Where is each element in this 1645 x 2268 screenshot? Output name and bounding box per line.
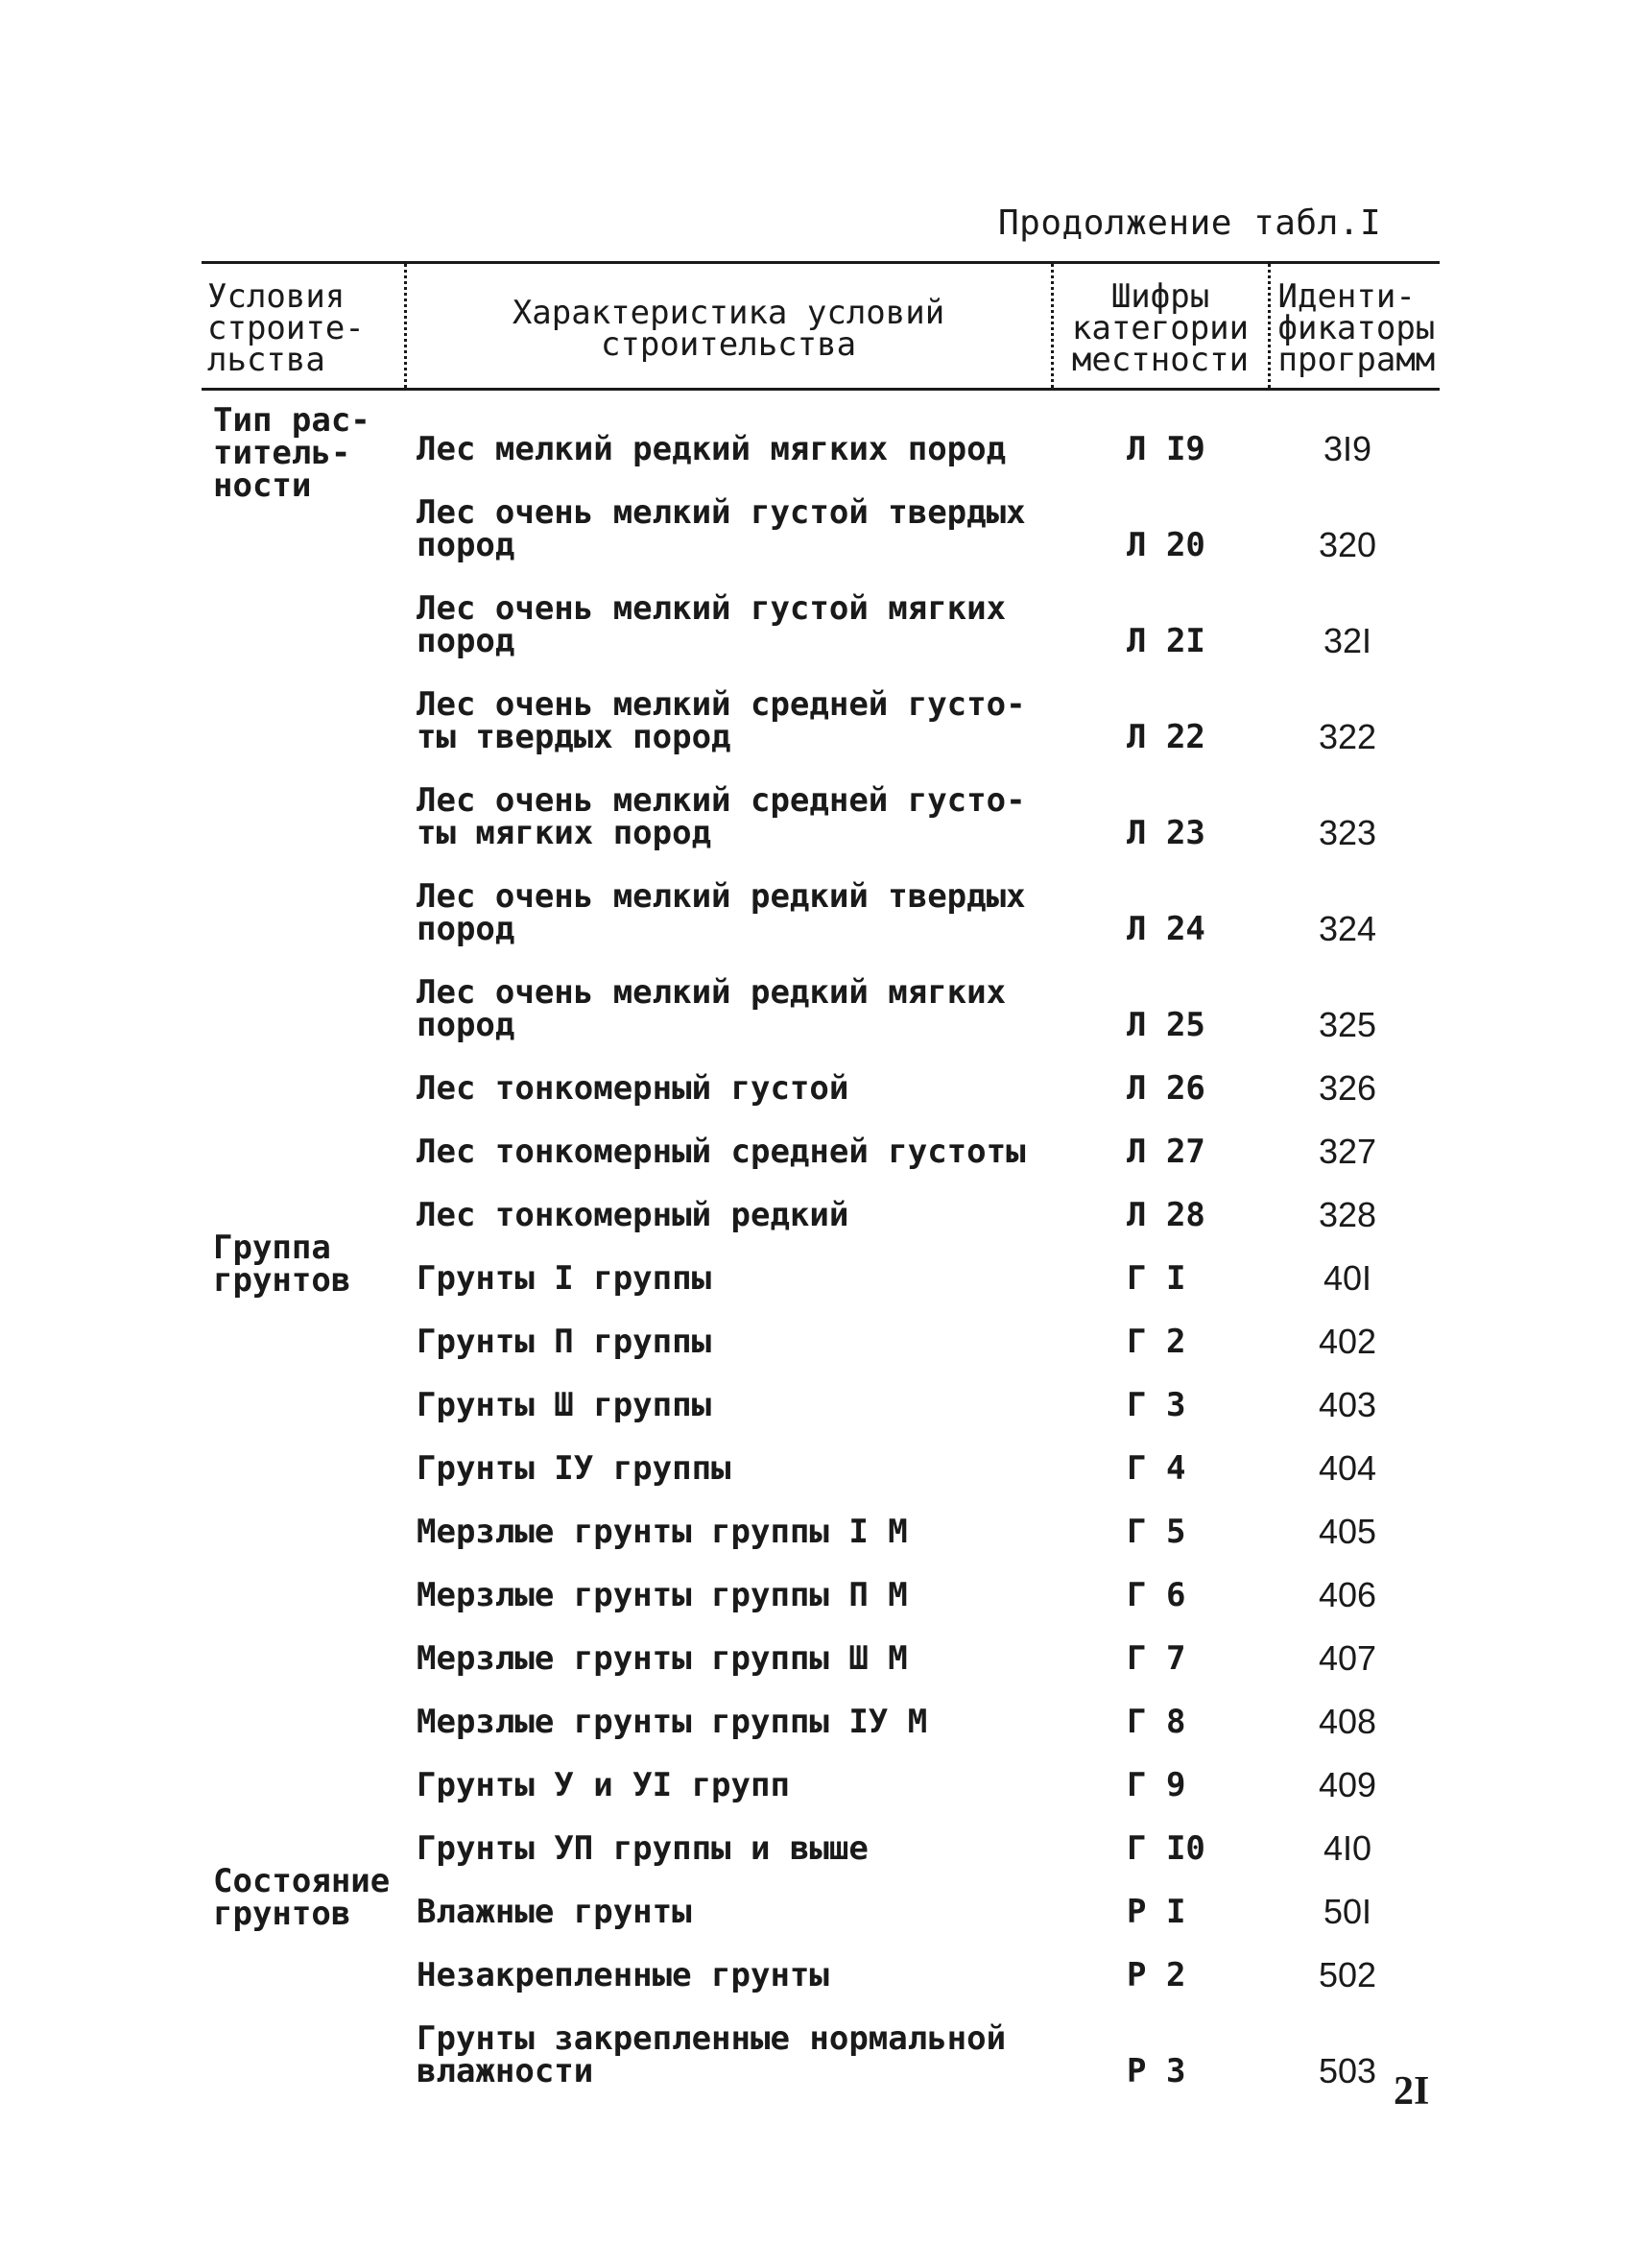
row-identifier: 326 xyxy=(1318,1068,1377,1108)
header-conditions xyxy=(202,263,405,390)
row-description: Грунты П группы xyxy=(417,1323,712,1361)
row-code: Г 4 xyxy=(1127,1449,1186,1488)
row-description: Лес тонкомерный редкий xyxy=(417,1196,849,1234)
row-identifier: 4I0 xyxy=(1323,1828,1372,1868)
row-code: Г 9 xyxy=(1127,1766,1186,1804)
row-identifier: 322 xyxy=(1318,717,1377,756)
row-code: Л 26 xyxy=(1127,1069,1205,1108)
row-identifier: 50I xyxy=(1323,1892,1372,1931)
row-description: Лес очень мелкий густой мягких пород xyxy=(417,589,1007,660)
row-description: Грунты закрепленные нормальной влажности xyxy=(417,2019,1007,2090)
row-identifier: 327 xyxy=(1318,1132,1377,1171)
row-code: Р 2 xyxy=(1127,1956,1186,1994)
row-code: Л 2I xyxy=(1127,622,1205,660)
row-identifier: 405 xyxy=(1318,1512,1377,1551)
row-identifier: 320 xyxy=(1318,525,1377,564)
row-condition: Группа грунтов xyxy=(213,1229,351,1300)
header-codes-label: Шифры категории местности xyxy=(1071,277,1250,379)
row-code: Г I xyxy=(1127,1259,1186,1298)
header-characteristic xyxy=(405,263,1052,390)
row-identifier: 409 xyxy=(1318,1765,1377,1804)
row-identifier: 403 xyxy=(1318,1385,1377,1424)
row-identifier: 32I xyxy=(1323,621,1372,660)
row-identifier: 402 xyxy=(1318,1322,1377,1361)
row-description: Мерзлые грунты группы П М xyxy=(417,1576,908,1614)
row-code: Л 23 xyxy=(1127,814,1205,852)
table-row xyxy=(202,390,1440,466)
page-number: 2I xyxy=(1394,2069,1430,2113)
row-code: Г 3 xyxy=(1127,1386,1186,1424)
row-identifier: 3I9 xyxy=(1323,429,1372,468)
row-description: Грунты УП группы и выше xyxy=(417,1829,869,1868)
row-identifier: 408 xyxy=(1318,1702,1377,1741)
row-identifier: 323 xyxy=(1318,813,1377,852)
row-code: Г I0 xyxy=(1127,1829,1205,1868)
row-description: Лес тонкомерный средней густоты xyxy=(417,1133,1026,1171)
row-identifier: 407 xyxy=(1318,1638,1377,1678)
construction-conditions-table xyxy=(202,261,1440,2088)
row-description: Мерзлые грунты группы Ш М xyxy=(417,1639,908,1678)
row-description: Грунты Ш группы xyxy=(417,1386,712,1424)
row-description: Лес очень мелкий редкий мягких пород xyxy=(417,973,1007,1044)
row-condition: Тип рас- титель- ности xyxy=(213,401,370,505)
row-description: Грунты У и УI групп xyxy=(417,1766,790,1804)
row-code: Л 27 xyxy=(1127,1133,1205,1171)
row-identifier: 406 xyxy=(1318,1575,1377,1614)
table-row xyxy=(202,1231,1440,1295)
row-description: Мерзлые грунты группы I М xyxy=(417,1513,908,1551)
row-description: Лес очень мелкий средней густо- ты твердых пород xyxy=(417,685,1026,756)
row-code: Г 6 xyxy=(1127,1576,1186,1614)
row-code: Р 3 xyxy=(1127,2052,1186,2090)
row-code: Л I9 xyxy=(1127,430,1205,468)
header-characteristic-label: Характеристика условий строительства xyxy=(512,293,945,364)
row-description: Незакрепленные грунты xyxy=(417,1956,829,1994)
row-identifier: 40I xyxy=(1323,1258,1372,1298)
row-code: Г 8 xyxy=(1127,1703,1186,1741)
row-description: Влажные грунты xyxy=(417,1893,692,1931)
row-code: Г 5 xyxy=(1127,1513,1186,1551)
row-code: Р I xyxy=(1127,1893,1186,1931)
row-description: Лес очень мелкий густой твердых пород xyxy=(417,493,1026,564)
row-condition: Состояние грунтов xyxy=(213,1862,391,1933)
row-description: Лес очень мелкий средней густо- ты мягких пород xyxy=(417,781,1026,852)
row-identifier: 503 xyxy=(1318,2051,1377,2090)
row-code: Г 2 xyxy=(1127,1323,1186,1361)
row-identifier: 328 xyxy=(1318,1195,1377,1234)
header-codes xyxy=(1052,263,1269,390)
row-description: Лес очень мелкий редкий твердых пород xyxy=(417,877,1026,948)
row-code: Л 24 xyxy=(1127,910,1205,948)
header-identifiers xyxy=(1269,263,1440,390)
header-conditions-label: Условия строите- льства xyxy=(207,277,365,379)
table-continuation-caption: Продолжение табл.I xyxy=(998,203,1382,243)
row-identifier: 404 xyxy=(1318,1448,1377,1488)
row-identifier: 325 xyxy=(1318,1005,1377,1044)
row-description: Лес мелкий редкий мягких пород xyxy=(417,430,1007,468)
table-row xyxy=(202,1865,1440,1928)
row-identifier: 502 xyxy=(1318,1955,1377,1994)
header-identifiers-label: Иденти- фикаторы программ xyxy=(1277,277,1436,379)
row-code: Г 7 xyxy=(1127,1639,1186,1678)
row-code: Л 25 xyxy=(1127,1006,1205,1044)
row-description: Грунты IУ группы xyxy=(417,1449,731,1488)
row-identifier: 324 xyxy=(1318,909,1377,948)
row-description: Лес тонкомерный густой xyxy=(417,1069,849,1108)
row-code: Л 20 xyxy=(1127,526,1205,564)
table-header-row xyxy=(202,263,1440,390)
row-description: Грунты I группы xyxy=(417,1259,712,1298)
row-code: Л 22 xyxy=(1127,718,1205,756)
row-code: Л 28 xyxy=(1127,1196,1205,1234)
row-description: Мерзлые грунты группы IУ М xyxy=(417,1703,928,1741)
